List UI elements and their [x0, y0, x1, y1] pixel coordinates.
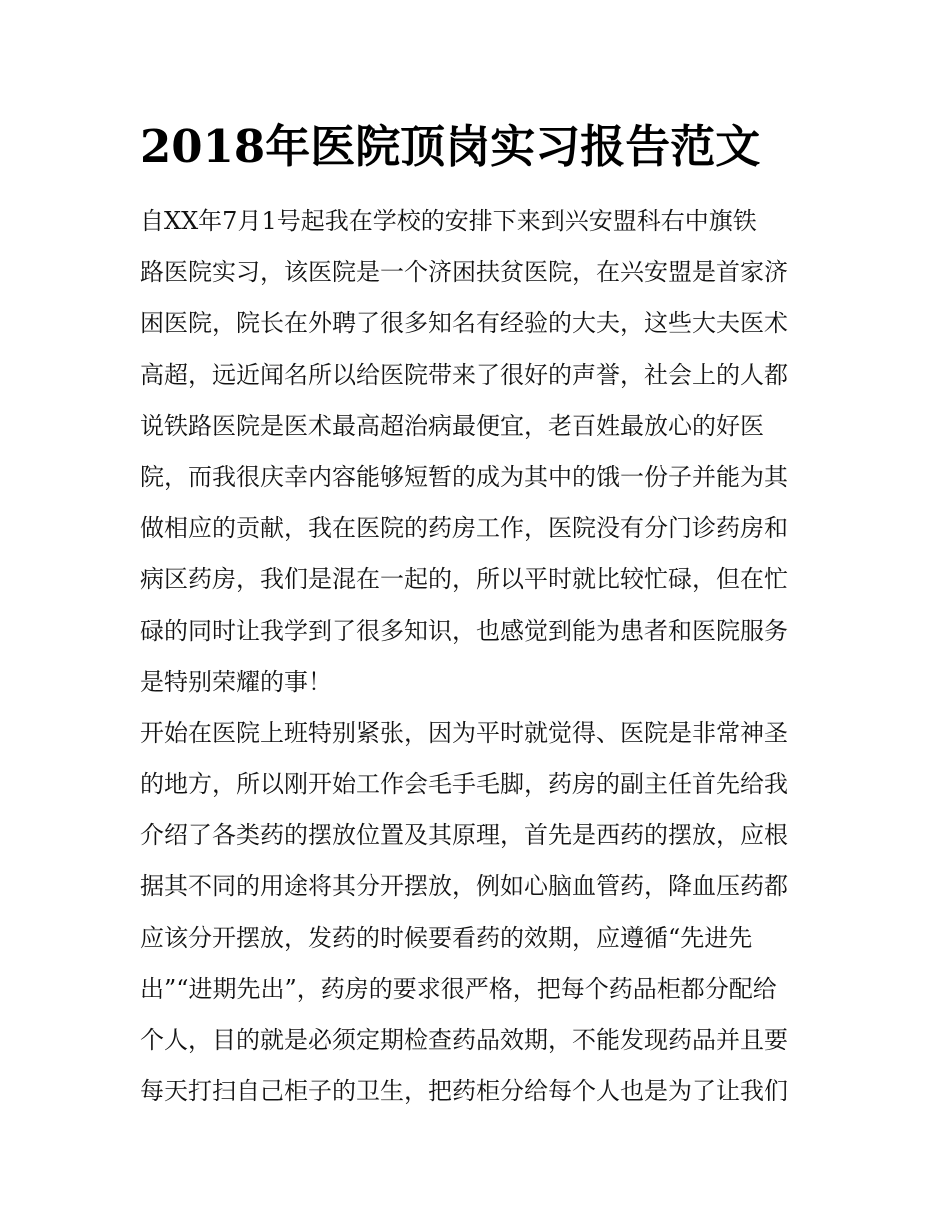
- body-line: 个人，目的就是必须定期检查药品效期，不能发现药品并且要: [140, 1026, 788, 1054]
- body-line: 介绍了各类药的摆放位置及其原理，首先是西药的摆放，应根: [140, 821, 788, 850]
- body-line: 的地方，所以刚开始工作会毛手毛脚，药房的副主任首先给我: [140, 770, 788, 799]
- body-line: 每天打扫自己柜子的卫生，把药柜分给每个人也是为了让我们: [140, 1077, 788, 1106]
- body-line: 碌的同时让我学到了很多知识，也感觉到能为患者和医院服务: [140, 616, 788, 645]
- body-line: 困医院，院长在外聘了很多知名有经验的大夫，这些大夫医术: [140, 309, 788, 338]
- document-title: 2018年医院顶岗实习报告范文: [140, 120, 761, 173]
- body-line: 病区药房，我们是混在一起的，所以平时就比较忙碌，但在忙: [140, 565, 788, 594]
- body-line: 是特别荣耀的事！: [140, 667, 332, 696]
- body-line: 院，而我很庆幸内容能够短暂的成为其中的饿一份子并能为其: [140, 462, 788, 491]
- body-line: 说铁路医院是医术最高超治病最便宜，老百姓最放心的好医: [140, 411, 764, 440]
- body-line: 开始在医院上班特别紧张，因为平时就觉得、医院是非常神圣: [140, 718, 788, 747]
- body-line: 高超，远近闻名所以给医院带来了很好的声誉，社会上的人都: [140, 360, 788, 389]
- body-line: 做相应的贡献，我在医院的药房工作，医院没有分门诊药房和: [140, 514, 788, 543]
- body-line: 应该分开摆放，发药的时候要看药的效期，应遵循“先进先: [140, 923, 753, 952]
- document-body: [140, 196, 820, 1117]
- body-line: 路医院实习，该医院是一个济困扶贫医院，在兴安盟是首家济: [140, 258, 788, 287]
- body-line: 据其不同的用途将其分开摆放，例如心脑血管药，降血压药都: [140, 872, 788, 901]
- body-line: 自XX年7月1号起我在学校的安排下来到兴安盟科右中旗铁: [140, 207, 757, 235]
- body-line: 出”“进期先出”，药房的要求很严格，把每个药品柜都分配给: [140, 974, 777, 1003]
